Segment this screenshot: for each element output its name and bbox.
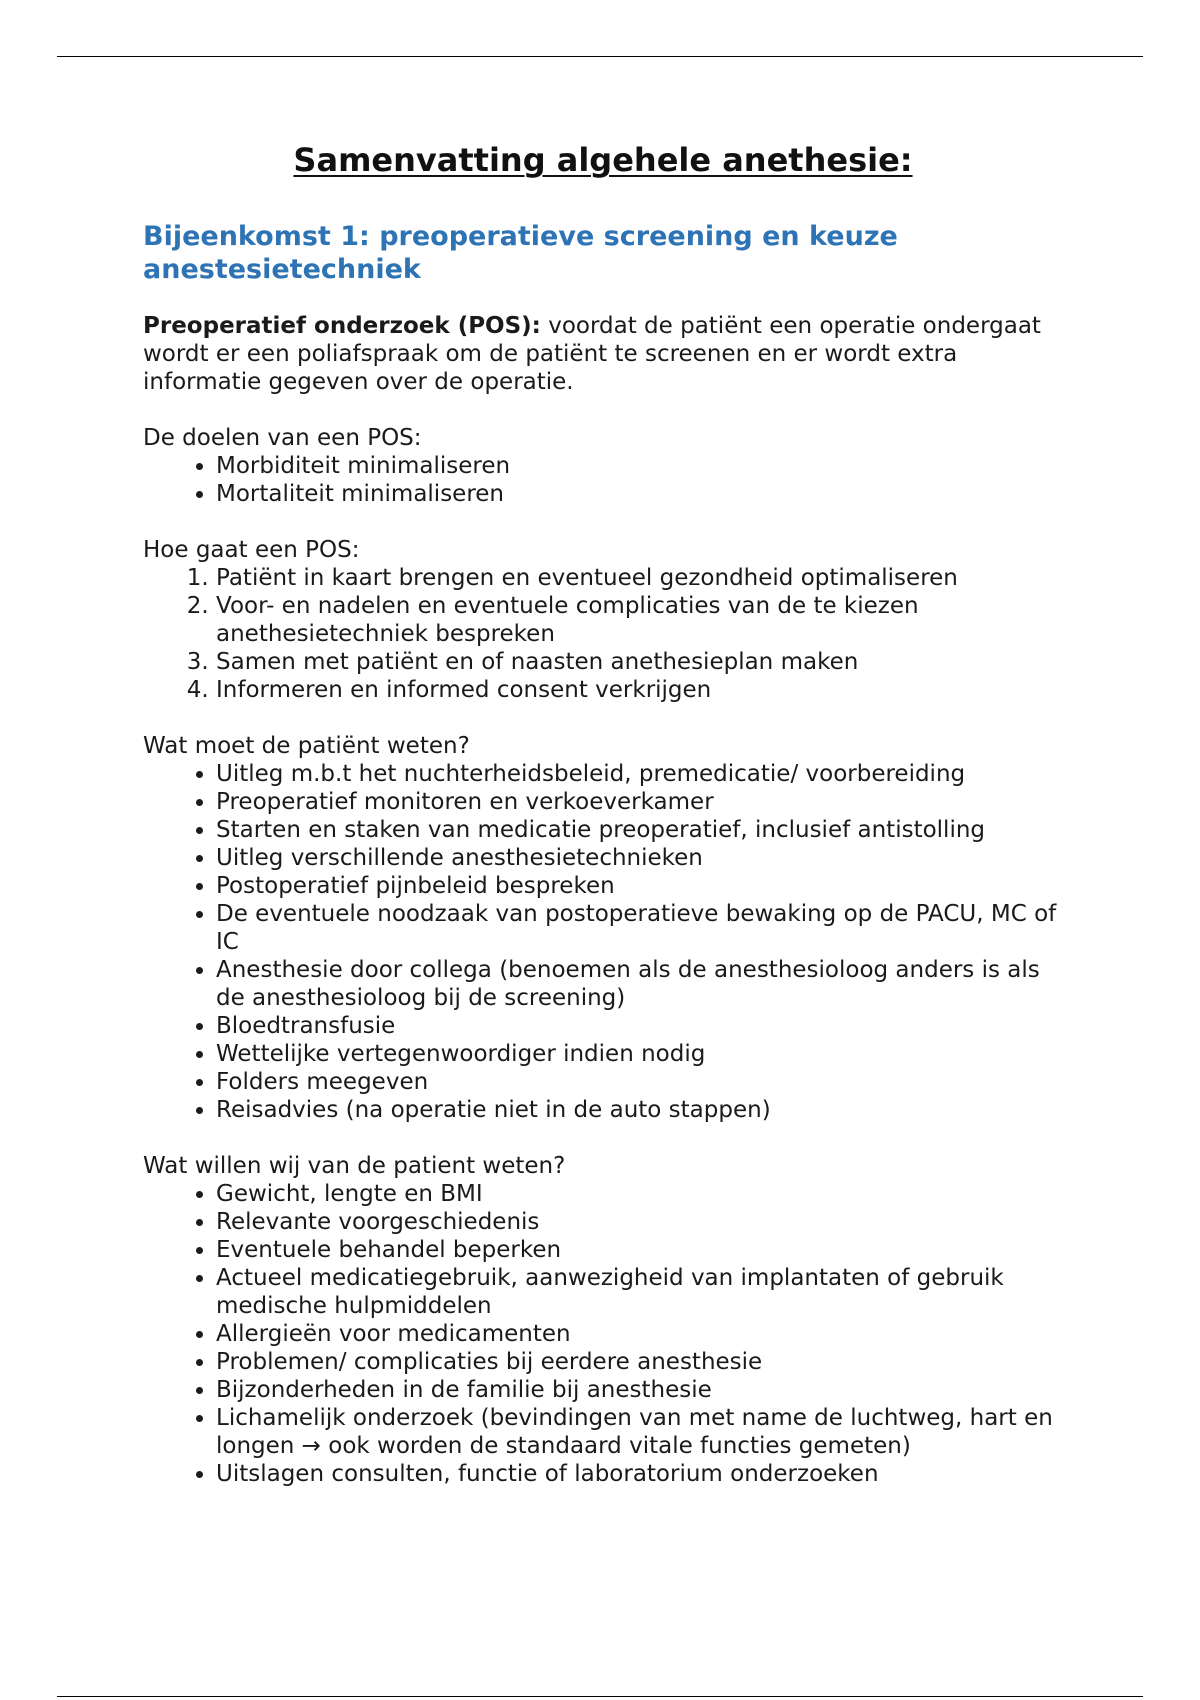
list-item: • Relevante voorgeschiedenis <box>216 1208 1063 1236</box>
list-item: • Uitslagen consulten, functie of laboratorium onderzoeken <box>216 1460 1063 1488</box>
list-item: • De eventuele noodzaak van postoperatieve bewaking op de PACU, MC of IC <box>216 900 1063 956</box>
list-item: • Eventuele behandel beperken <box>216 1236 1063 1264</box>
list-item: • Bloedtransfusie <box>216 1012 1063 1040</box>
we-know-label: Wat willen wij van de patient weten? <box>143 1153 566 1179</box>
footer-rule <box>57 1696 1143 1697</box>
intro-paragraph <box>143 312 1063 396</box>
list-item: 2. Voor- en nadelen en eventuele complicaties van de te kiezen anethesietechniek bespreken <box>216 592 1063 648</box>
list-item: • Postoperatief pijnbeleid bespreken <box>216 872 1063 900</box>
list-item: • Reisadvies (na operatie niet in de auto stappen) <box>216 1096 1063 1124</box>
intro-text: voordat de patiënt een operatie ondergaat wordt er een poliafspraak om de patiënt te screenen en er wordt extra informatie gegeven over de operatie. <box>143 313 1041 395</box>
patient-knows-list <box>143 760 1063 1124</box>
goals-label: De doelen van een POS: <box>143 425 422 451</box>
patient-knows-label: Wat moet de patiënt weten? <box>143 733 470 759</box>
list-item: • Wettelijke vertegenwoordiger indien nodig <box>216 1040 1063 1068</box>
list-item: • Preoperatief monitoren en verkoeverkamer <box>216 788 1063 816</box>
how-list <box>143 564 1063 704</box>
list-item: 1. Patiënt in kaart brengen en eventueel gezondheid optimaliseren <box>216 564 1063 592</box>
list-item: • Uitleg verschillende anesthesietechnieken <box>216 844 1063 872</box>
list-item: 3. Samen met patiënt en of naasten anethesieplan maken <box>216 648 1063 676</box>
list-item: • Bijzonderheden in de familie bij anesthesie <box>216 1376 1063 1404</box>
goals-list <box>143 452 1063 508</box>
list-item: • Folders meegeven <box>216 1068 1063 1096</box>
list-item: 4. Informeren en informed consent verkrijgen <box>216 676 1063 704</box>
document-title: Samenvatting algehele anethesie: <box>293 141 913 179</box>
list-item: • Anesthesie door collega (benoemen als de anesthesioloog anders is als de anesthesioloog bij de screening) <box>216 956 1063 1012</box>
list-item: • Allergieën voor medicamenten <box>216 1320 1063 1348</box>
section-heading: Bijeenkomst 1: preoperatieve screening en keuze anestesietechniek <box>143 221 898 285</box>
list-item: • Mortaliteit minimaliseren <box>216 480 1063 508</box>
list-item: • Gewicht, lengte en BMI <box>216 1180 1063 1208</box>
how-label: Hoe gaat een POS: <box>143 537 360 563</box>
list-item: • Lichamelijk onderzoek (bevindingen van met name de luchtweg, hart en longen → ook worden de standaard vitale functies gemeten) <box>216 1404 1063 1460</box>
list-item: • Actueel medicatiegebruik, aanwezigheid van implantaten of gebruik medische hulpmiddelen <box>216 1264 1063 1320</box>
we-know-list <box>143 1180 1063 1488</box>
list-item: • Starten en staken van medicatie preoperatief, inclusief antistolling <box>216 816 1063 844</box>
list-item: • Morbiditeit minimaliseren <box>216 452 1063 480</box>
list-item: • Uitleg m.b.t het nuchterheidsbeleid, premedicatie/ voorbereiding <box>216 760 1063 788</box>
header-rule <box>57 56 1143 57</box>
intro-lead: Preoperatief onderzoek (POS): <box>143 313 541 339</box>
list-item: • Problemen/ complicaties bij eerdere anesthesie <box>216 1348 1063 1376</box>
document-body <box>143 138 1063 1516</box>
